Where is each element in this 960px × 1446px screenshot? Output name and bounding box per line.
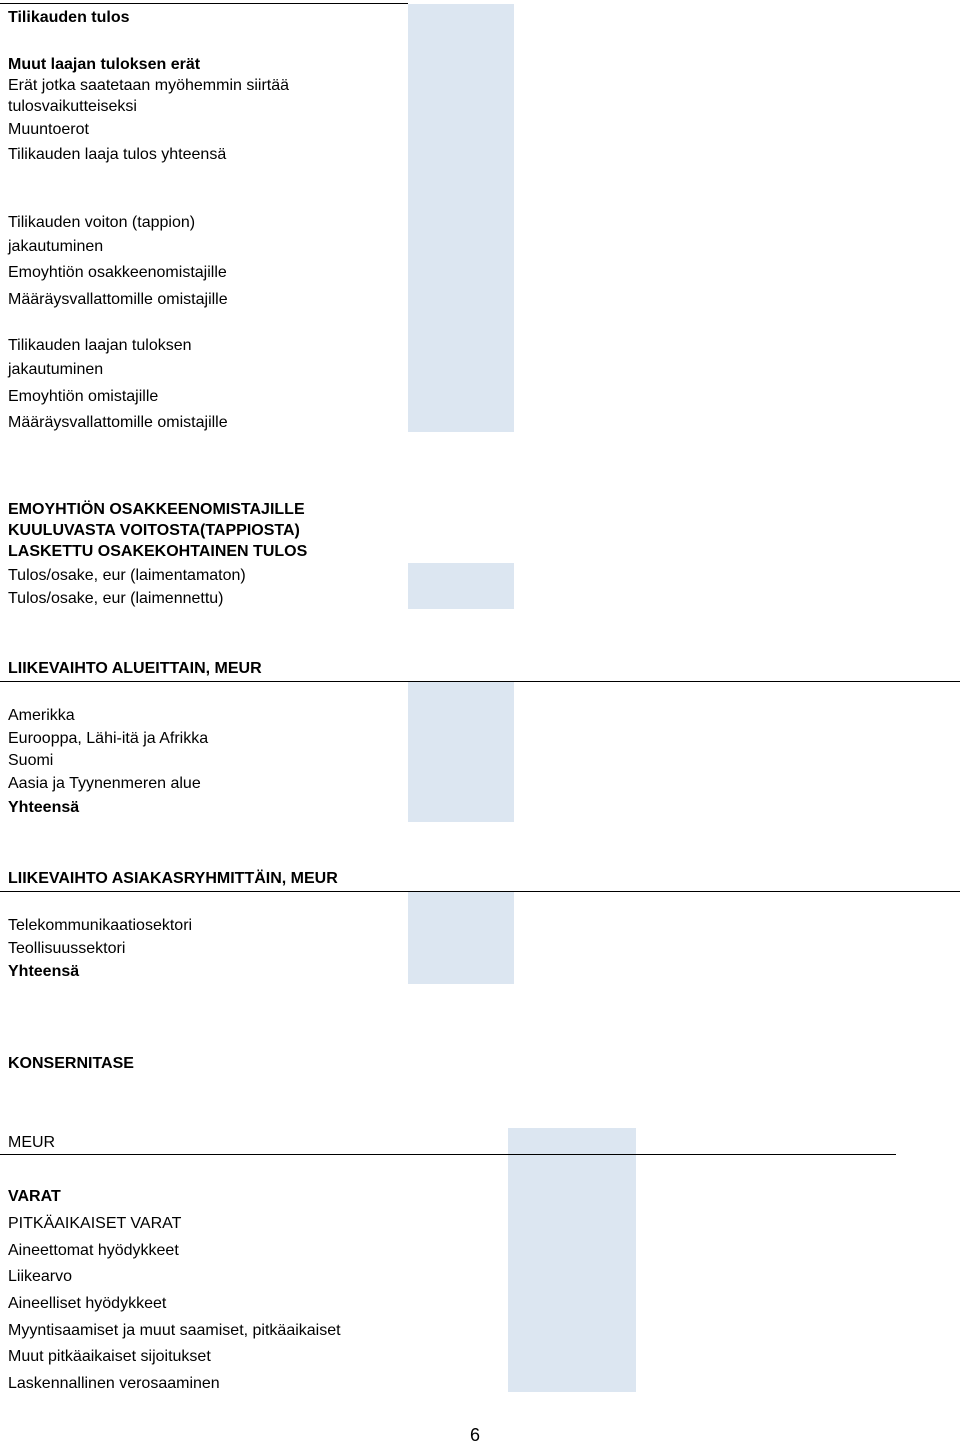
- row-label: Liikearvo: [8, 1268, 73, 1285]
- section-heading: LASKETTU OSAKEKOHTAINEN TULOS: [8, 543, 308, 560]
- row-label: Amerikka: [8, 707, 75, 724]
- section-heading: Muut laajan tuloksen erät: [8, 56, 201, 73]
- section-heading: LIIKEVAIHTO ALUEITTAIN, MEUR: [8, 660, 262, 677]
- row-label: Tilikauden laaja tulos yhteensä: [8, 146, 227, 163]
- section-heading: PITKÄAIKAISET VARAT: [8, 1215, 182, 1232]
- row-label: Määräysvallattomille omistajille: [8, 414, 228, 431]
- highlight-column-balance: [508, 1128, 636, 1392]
- section-heading: KUULUVASTA VOITOSTA(TAPPIOSTA): [8, 522, 300, 539]
- row-label: Muut pitkäaikaiset sijoitukset: [8, 1348, 211, 1365]
- row-label: Määräysvallattomille omistajille: [8, 291, 228, 308]
- row-label: Aineettomat hyödykkeet: [8, 1242, 179, 1259]
- highlight-column-regions: [408, 682, 514, 822]
- top-rule: [0, 3, 408, 4]
- section-heading: Tilikauden voiton (tappion): [8, 214, 196, 231]
- row-label: Aineelliset hyödykkeet: [8, 1295, 167, 1312]
- section-subheading: Erät jotka saatetaan myöhemmin siirtää: [8, 77, 290, 94]
- highlight-column-top: [408, 4, 514, 432]
- row-label: Teollisuussektori: [8, 940, 126, 957]
- row-label: Yhteensä: [8, 963, 80, 980]
- row-label: Telekommunikaatiosektori: [8, 917, 193, 934]
- row-label: Muuntoerot: [8, 121, 89, 138]
- row-label: Eurooppa, Lähi-itä ja Afrikka: [8, 730, 209, 747]
- section-heading: EMOYHTIÖN OSAKKEENOMISTAJILLE: [8, 501, 305, 518]
- section-heading: jakautuminen: [8, 238, 104, 255]
- row-label: Laskennallinen verosaaminen: [8, 1375, 220, 1392]
- row-label: Yhteensä: [8, 799, 80, 816]
- regions-header-rule: [0, 681, 960, 682]
- section-heading: Tilikauden laajan tuloksen: [8, 337, 192, 354]
- row-label: Emoyhtiön omistajille: [8, 388, 159, 405]
- section-heading: VARAT: [8, 1188, 61, 1205]
- unit-label: MEUR: [8, 1134, 56, 1151]
- balance-header-rule: [0, 1154, 896, 1155]
- section-heading: KONSERNITASE: [8, 1055, 134, 1072]
- section-subheading: tulosvaikutteiseksi: [8, 98, 137, 115]
- row-label: Emoyhtiön osakkeenomistajille: [8, 264, 227, 281]
- highlight-column-eps: [408, 563, 514, 609]
- row-label: Tulos/osake, eur (laimennettu): [8, 590, 224, 607]
- row-label: Tulos/osake, eur (laimentamaton): [8, 567, 246, 584]
- customers-header-rule: [0, 891, 960, 892]
- row-label: Tilikauden tulos: [8, 9, 130, 26]
- section-heading: jakautuminen: [8, 361, 104, 378]
- row-label: Myyntisaamiset ja muut saamiset, pitkäaikaiset: [8, 1322, 341, 1339]
- page-number: 6: [470, 1425, 481, 1445]
- row-label: Aasia ja Tyynenmeren alue: [8, 775, 201, 792]
- highlight-column-customers: [408, 892, 514, 984]
- row-label: Suomi: [8, 752, 54, 769]
- section-heading: LIIKEVAIHTO ASIAKASRYHMITTÄIN, MEUR: [8, 870, 338, 887]
